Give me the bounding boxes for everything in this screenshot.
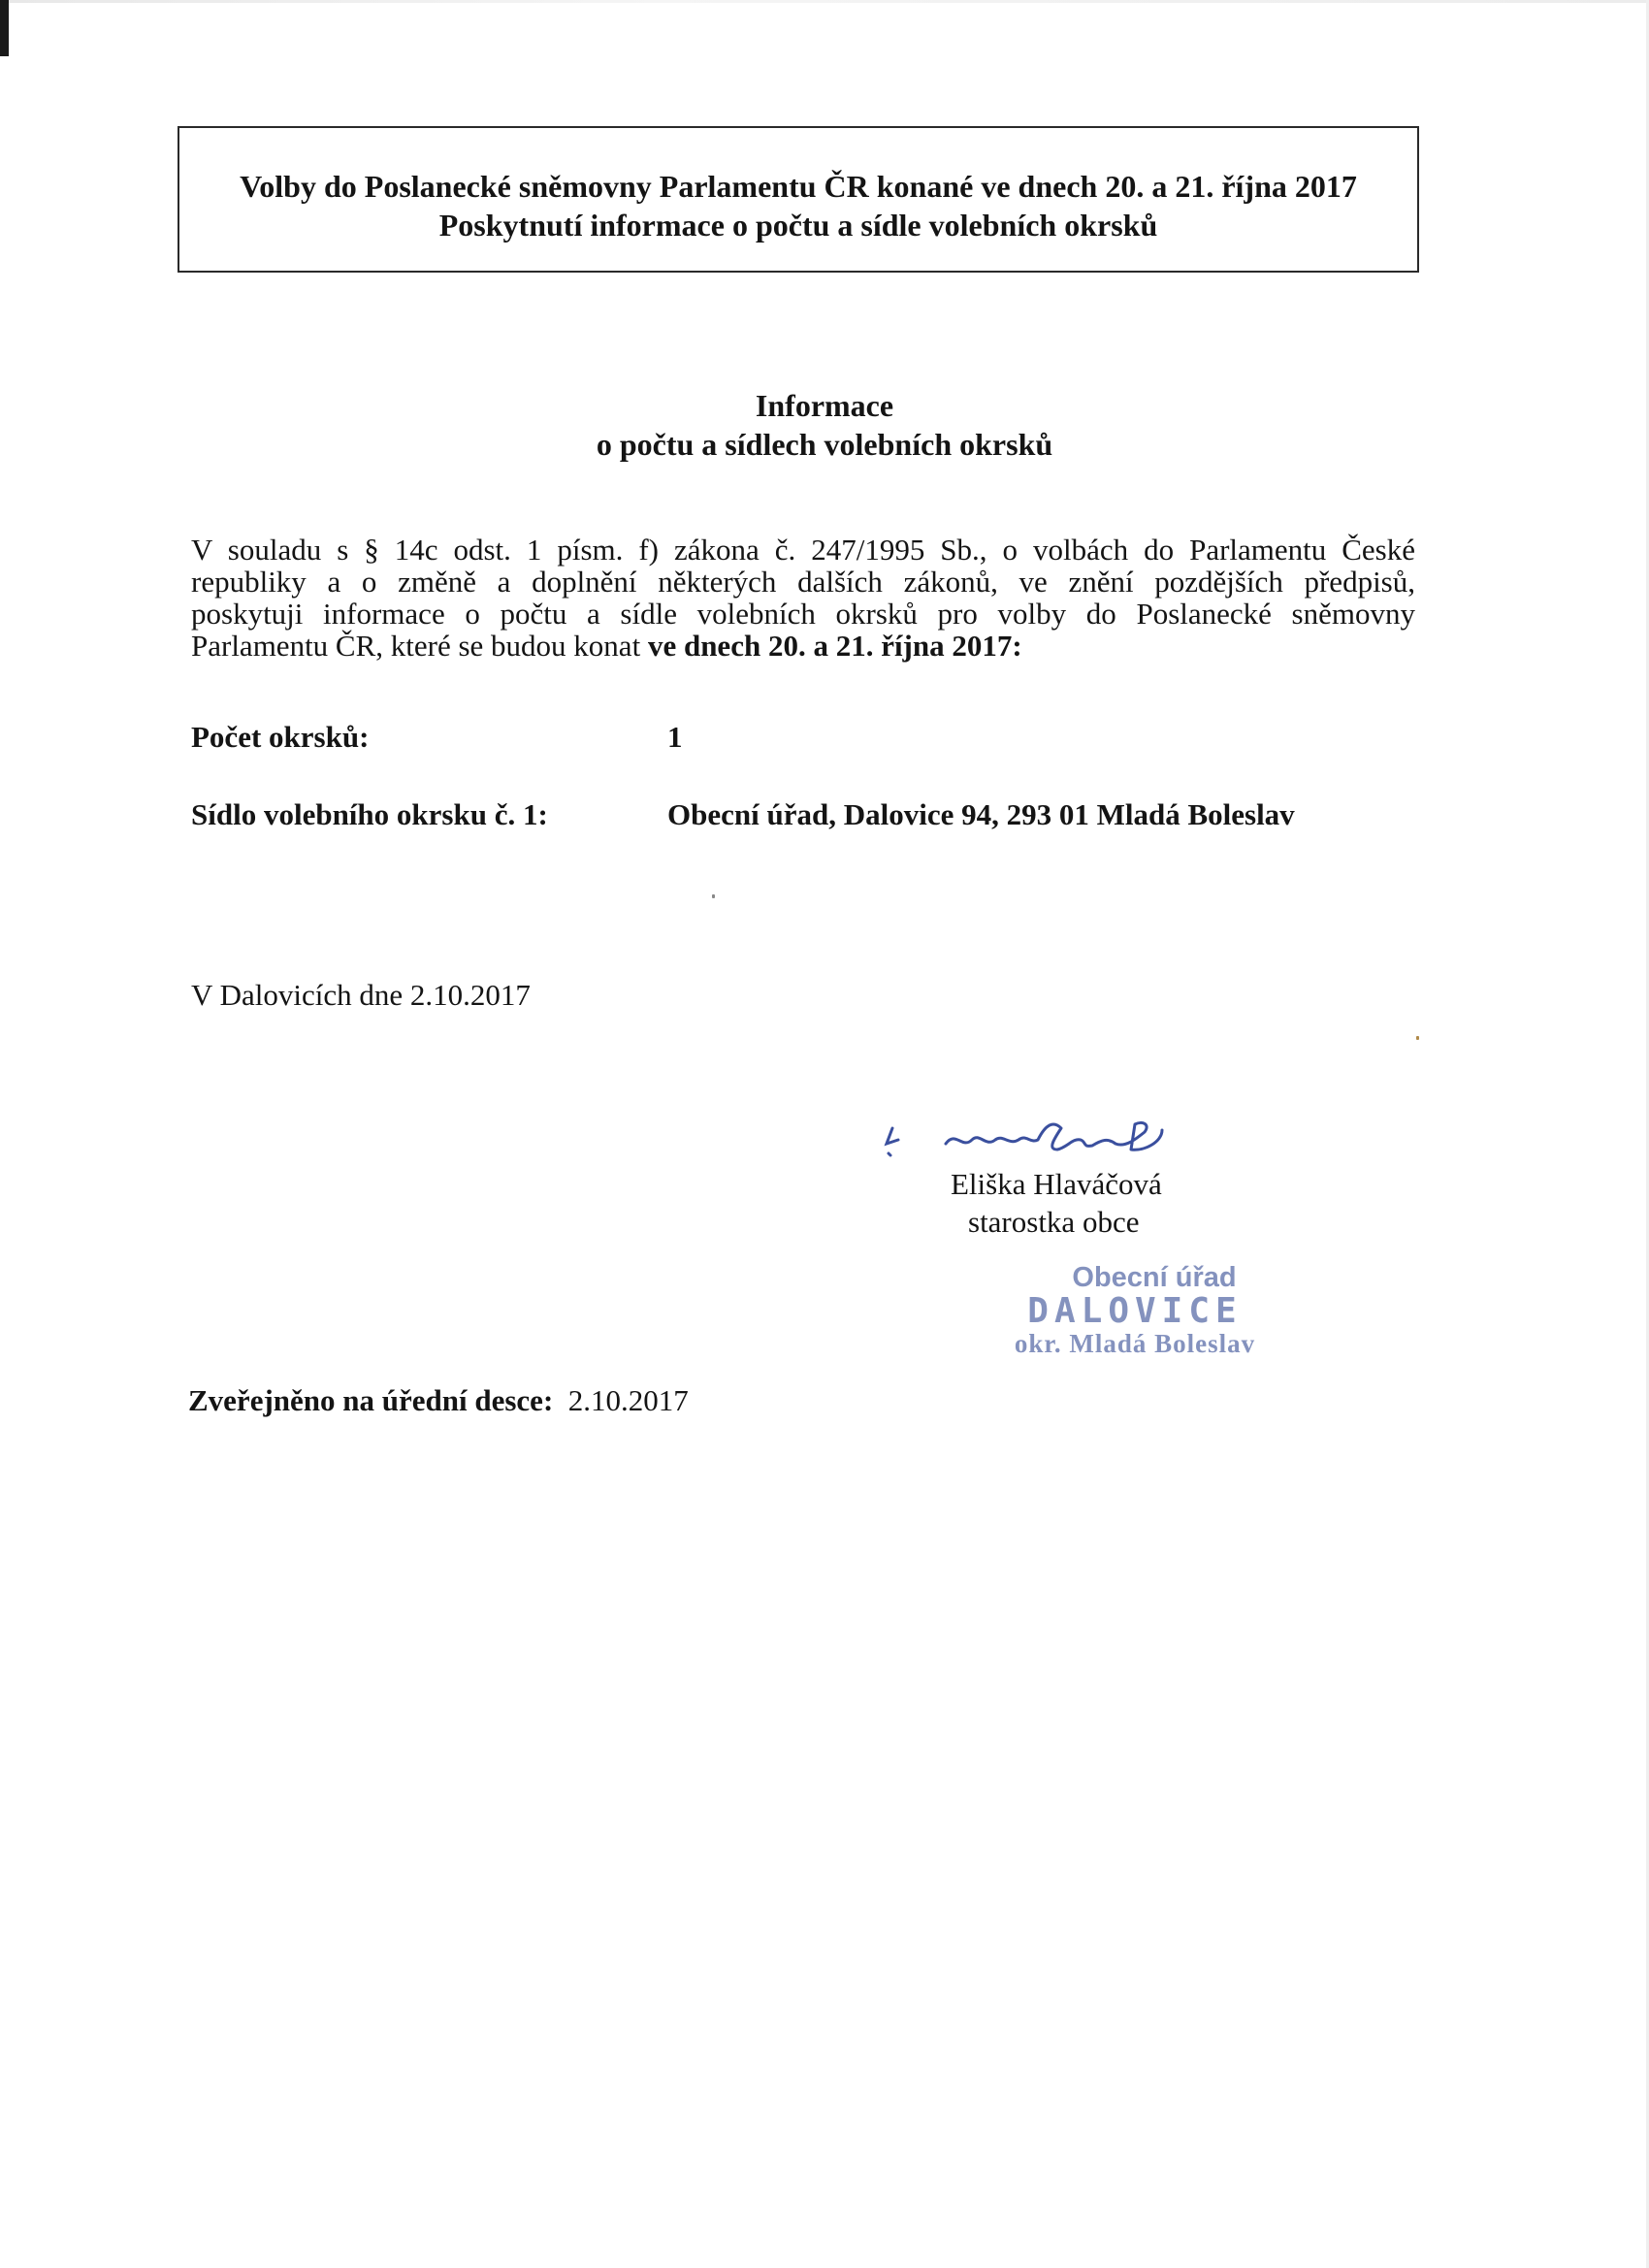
handwritten-signature [854,1111,1222,1169]
seat-value: Obecní úřad, Dalovice 94, 293 01 Mladá Boleslav [667,797,1295,831]
intro-line-4 [191,630,1415,662]
publication-note [188,1383,689,1418]
title-line-1: Informace [755,388,894,423]
scan-left-mark [0,0,9,56]
header-line-1: Volby do Poslanecké sněmovny Parlamentu ČR konané ve dnech 20. a 21. října 2017 [240,169,1357,204]
document-title [0,386,1649,464]
count-label: Počet okrsků: [191,720,370,754]
intro-line-3: poskytuji informace o počtu a sídle volebních okrsků pro volby do Poslanecké sněmovny [191,597,1415,631]
office-stamp [989,1261,1280,1358]
intro-line-4-plain: Parlamentu ČR, které se budou konat [191,629,648,663]
intro-line-2: republiky a o změně a doplnění některých dalších zákonů, ve znění pozdějších předpisů, [191,565,1415,599]
published-date: 2.10.2017 [567,1383,689,1417]
scan-speck [712,894,715,898]
stamp-line-3: okr. Mladá Boleslav [1014,1329,1256,1358]
header-line-2: Poskytnutí informace o počtu a sídle volebních okrsků [438,208,1158,243]
scan-speck [1416,1036,1419,1040]
header-box [178,126,1419,273]
signer-role: starostka obce [968,1205,1140,1239]
signer-name: Eliška Hlaváčová [951,1167,1162,1201]
intro-line-1: V souladu s § 14c odst. 1 písm. f) zákona č. 247/1995 Sb., o volbách do Parlamentu České [191,533,1415,567]
published-label: Zveřejněno na úřední desce: [188,1383,554,1417]
place-date: V Dalovicích dne 2.10.2017 [191,978,531,1012]
scan-top-edge [0,0,1649,3]
stamp-line-2: DALOVICE [1027,1291,1243,1331]
intro-line-4-bold: ve dnech 20. a 21. října 2017: [647,629,1022,663]
stamp-line-1: Obecní úřad [1072,1262,1237,1293]
title-line-2: o počtu a sídlech volebních okrsků [596,427,1053,462]
intro-paragraph [191,534,1415,662]
seat-label: Sídlo volebního okrsku č. 1: [191,797,548,831]
count-value: 1 [667,720,683,754]
